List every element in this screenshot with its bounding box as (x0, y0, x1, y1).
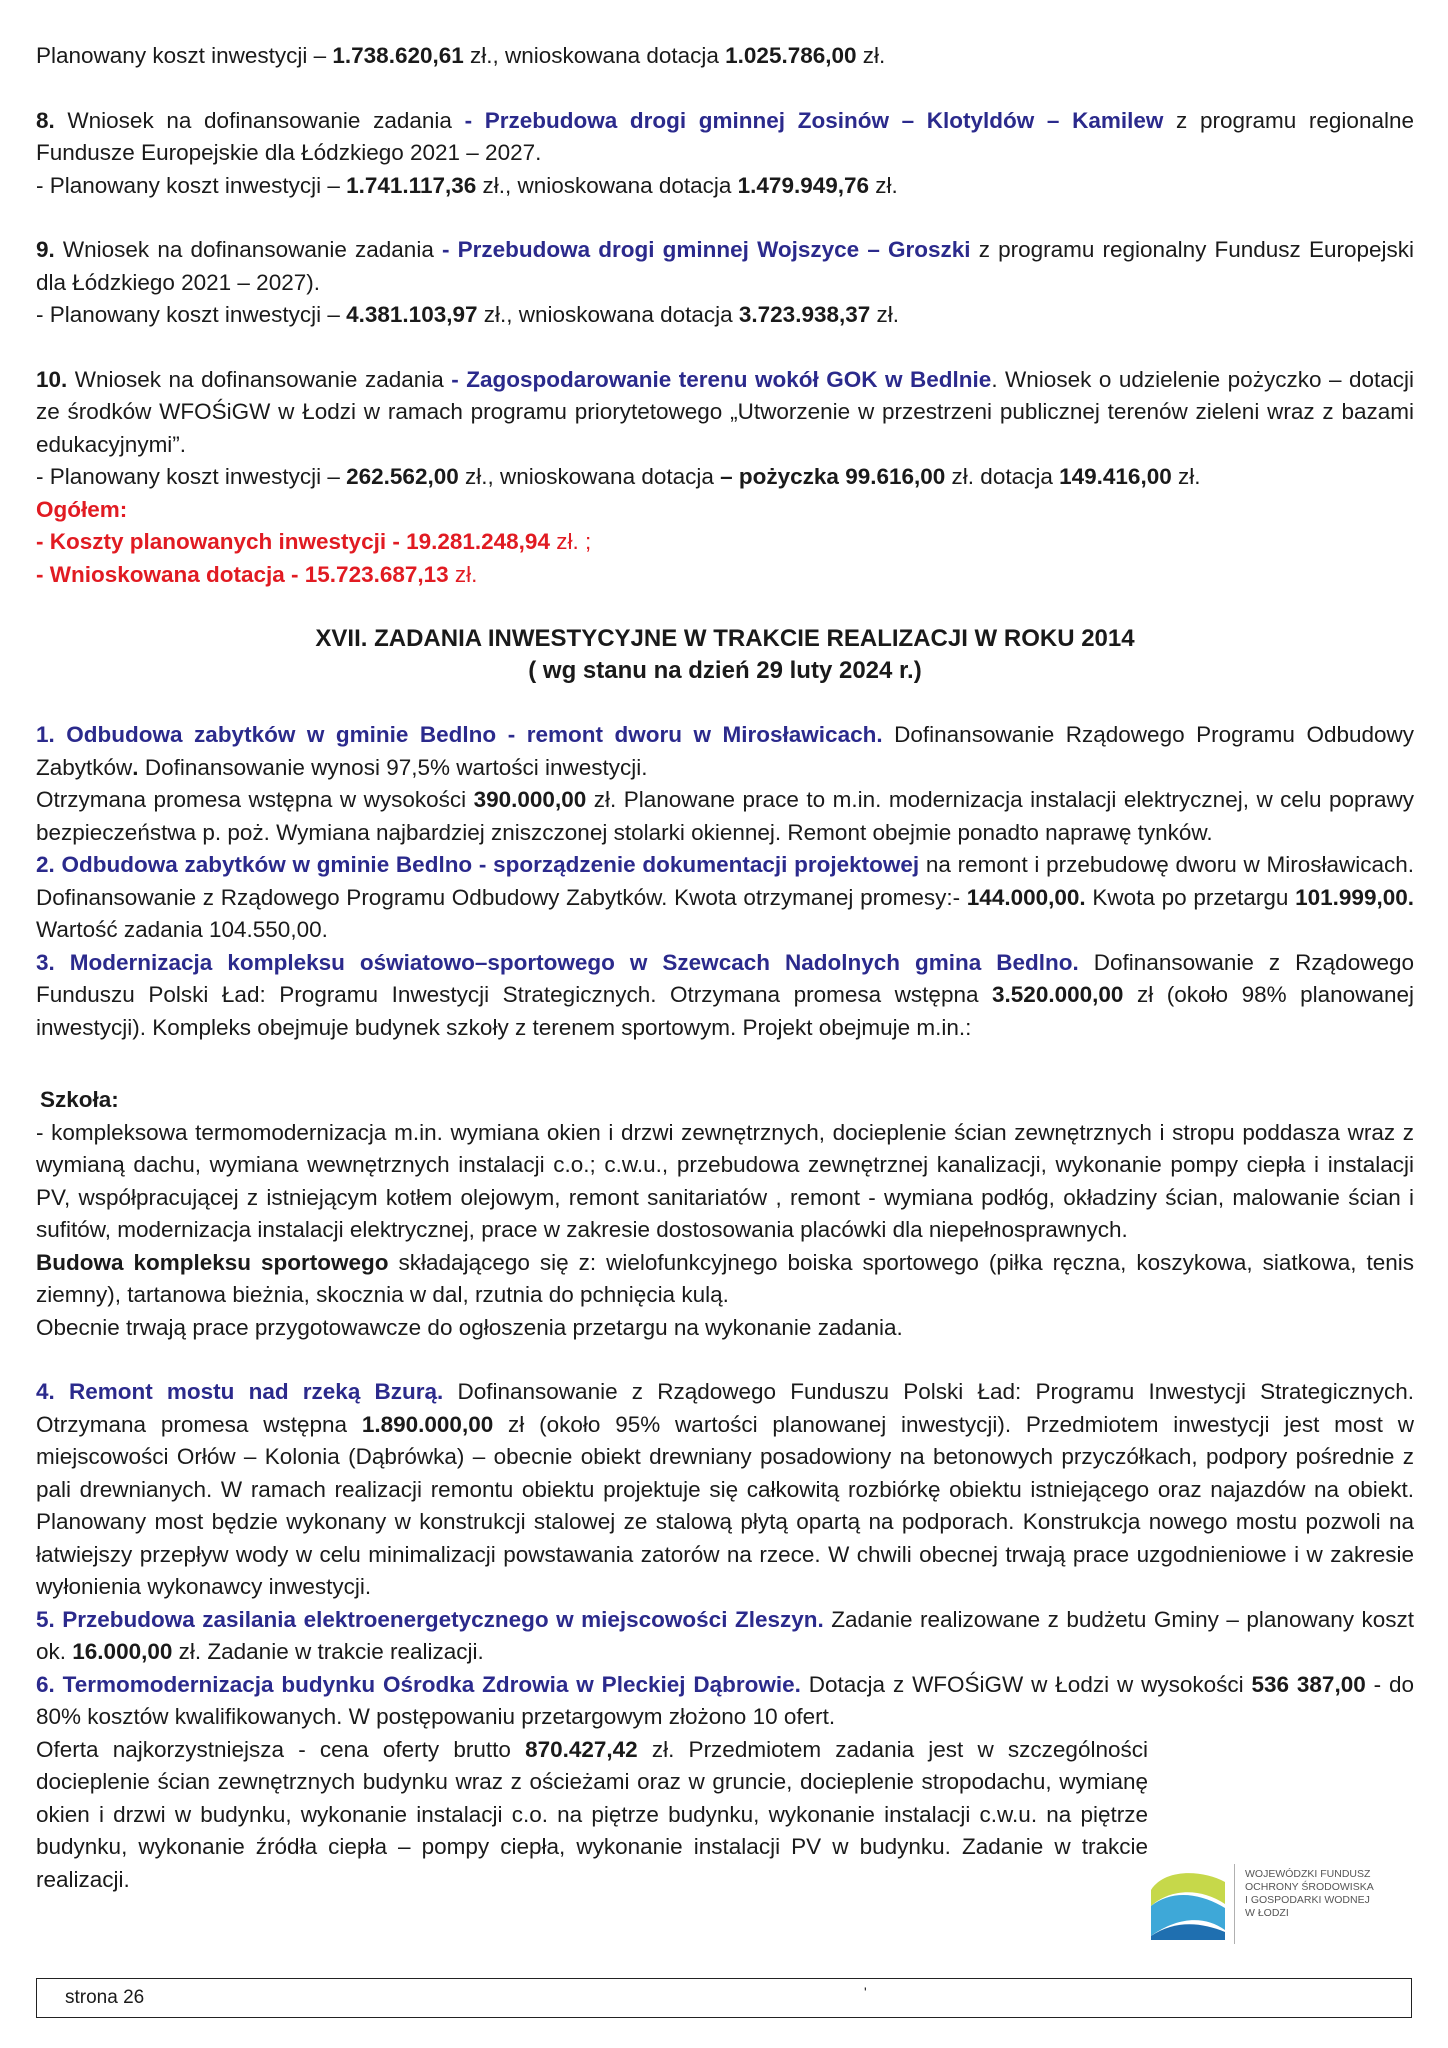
text: na remont i przebudowę dworu w Mirosławicach. Dofinansowanie z Rządowego Programu Odbudowy Zabytków. Kwota otrzymanej promesy:- (36, 852, 1414, 910)
text: Dofinansowanie z Rządowego Funduszu Polski Ład: Programu Inwestycji Strategicznych. Otrzymana promesa wstępna (36, 1379, 1414, 1437)
text: zł. dotacja (945, 464, 1060, 489)
task-1-details (36, 784, 1414, 849)
amount: – pożyczka 99.616,00 (720, 464, 946, 489)
text: Zadanie realizowane z budżetu Gminy – planowany koszt ok. (36, 1606, 1414, 1664)
task-title: 4. Remont mostu nad rzeką Bzurą. (36, 1379, 444, 1404)
text: Otrzymana promesa wstępna w wysokości (36, 787, 474, 812)
amount: 1.025.786,00 (725, 43, 857, 68)
text: zł., wnioskowana dotacja (476, 172, 738, 198)
text: z programu regionalne Fundusze Europejskie dla Łódzkiego 2021 – 2027. (36, 107, 1414, 165)
wfosigw-logo-mark-icon (1145, 1860, 1231, 1946)
footer-mark: ' (864, 1984, 867, 2000)
logo-divider (1234, 1864, 1235, 1944)
text: zł. (1171, 464, 1201, 489)
amount: 149.416,00 (1059, 464, 1172, 489)
task-title: 2. Odbudowa zabytków w gminie Bedlno - sporządzenie dokumentacji projektowej (36, 852, 920, 877)
text: Wartość zadania 104.550,00. (36, 917, 328, 942)
text: Planowany koszt inwestycji – (36, 43, 333, 68)
totals-costs (36, 526, 1414, 559)
amount: 3.723.938,37 (738, 302, 871, 327)
text: zł. Zadanie w trakcie realizacji. (172, 1639, 484, 1664)
text: zł. Planowane prace to m.in. modernizacja instalacji elektrycznej, w celu poprawy bezpieczeństwa p. poż. Wymiana najbardziej zniszczonej stolarki okiennej. Remont obejmie ponadto naprawę tynków. (36, 787, 1414, 845)
amount: 536 387,00 (1251, 1671, 1366, 1697)
text: - do 80% kosztów kwalifikowanych. W postępowaniu przetargowym złożono 10 ofert. (36, 1671, 1414, 1729)
amount: 390.000,00 (473, 787, 587, 812)
amount: 1.479.949,76 (737, 172, 870, 198)
task-4 (36, 1376, 1414, 1604)
text: Oferta najkorzystniejsza - cena oferty brutto (36, 1736, 526, 1762)
sports-complex (36, 1247, 1414, 1312)
text: zł., wnioskowana dotacja (477, 302, 739, 327)
amount: 144.000,00. (966, 884, 1086, 910)
item-title: - Przebudowa drogi gminnej Wojszyce – Groszki (441, 237, 971, 262)
text: zł., wnioskowana dotacja (458, 464, 721, 489)
text: zł. (856, 43, 886, 68)
previous-item-cost-line (36, 40, 1414, 73)
school-subheading: Szkoła: (40, 1087, 119, 1112)
item-number: 9. (36, 237, 55, 262)
amount: 101.999,00. (1295, 884, 1414, 910)
page-number: strona 26 (65, 1987, 145, 2008)
text: zł. (870, 302, 900, 327)
task-2 (36, 849, 1414, 947)
item-9-cost (36, 299, 1414, 332)
amount: 16.000,00 (72, 1639, 173, 1664)
item-10-cost (36, 461, 1414, 494)
task-title: 3. Modernizacja kompleksu oświatowo–sportowego w Szewcach Nadolnych gmina Bedlno. (36, 949, 1079, 975)
item-9 (36, 234, 1414, 299)
item-title: - Zagospodarowanie terenu wokół GOK w Bedlnie (451, 366, 992, 392)
text: zł. Przedmiotem zadania jest w szczególności docieplenie ścian zewnętrznych budynku wraz z ościeżami oraz w gruncie, docieplenie stropodachu, wymianę okien i drzwi w budynku, wykonanie instalacji c.o. na piętrze budynku, wykonanie instalacji c.w.u. na piętrze budynku, wykonanie źródła ciepła – pompy ciepła, wykonanie instalacji PV w budynku. Zadanie w trakcie realizacji. (36, 1736, 1148, 1892)
task-6 (36, 1669, 1414, 1734)
text: Kwota po przetargu (1085, 884, 1296, 910)
text: - Planowany koszt inwestycji – (36, 302, 347, 327)
totals-heading: Ogółem: (36, 496, 128, 522)
wfosigw-logo (1145, 1860, 1415, 1948)
amount: 262.562,00 (346, 464, 459, 489)
amount: 3.520.000,00 (992, 982, 1124, 1007)
document-page (36, 40, 1414, 1896)
text: zł. (448, 561, 478, 587)
text: zł (około 98% planowanej inwestycji). Kompleks obejmuje budynek szkoły z terenem sportowym. Projekt obejmuje m.in.: (36, 982, 1414, 1040)
amount: 870.427,42 (525, 1736, 638, 1762)
text: zł. ; (549, 529, 592, 554)
logo-line: OCHRONY ŚRODOWISKA (1245, 1881, 1374, 1893)
text: - Planowany koszt inwestycji – (36, 172, 347, 198)
item-number: 10. (36, 366, 68, 392)
text: zł (około 95% wartości planowanej inwestycji). Przedmiotem inwestycji jest most w miejscowości Orłów – Kolonia (Dąbrówka) – obecnie obiekt drewniany posadowiony na betonowych przyczółkach, podpory pośrednie z pali drewnianych. W ramach realizacji remontu obiektu projektuje się całkowitą rozbiórkę obiektu istniejącego oraz najazdów na obiekt. Planowany most będzie wykonany w konstrukcji stalowej ze stalową płytą opartą na podporach. Konstrukcja nowego mostu pozwoli na łatwiejszy przepływ wody w celu minimalizacji powstawania zatorów na rzece. W chwili obecnej trwają prace uzgodnieniowe i w zakresie wyłonienia wykonawcy inwestycji. (36, 1411, 1415, 1599)
text: zł., wnioskowana dotacja (463, 43, 726, 68)
amount: 4.381.103,97 (346, 302, 478, 327)
task-3 (36, 947, 1414, 1045)
item-number: 8. (36, 107, 55, 133)
text: z programu regionalny Fundusz Europejski dla Łódzkiego 2021 – 2027). (36, 237, 1414, 295)
task-5 (36, 1604, 1414, 1669)
text: składającego się z: wielofunkcyjnego boiska sportowego (piłka ręczna, koszykowa, siatkowa, tenis ziemny), tartanowa bieżnia, skocznia w dal, rzutnia do pchnięcia kulą. (36, 1249, 1414, 1307)
text: zł. (869, 172, 898, 198)
task-1 (36, 719, 1414, 784)
page-footer (36, 1978, 1412, 2018)
totals-subsidy (36, 559, 1414, 592)
text: . Wniosek o udzielenie pożyczko – dotacji ze środków WFOŚiGW w Łodzi w ramach programu priorytetowego „Utworzenie w przestrzeni publicznej terenów zieleni wraz z bazami edukacyjnymi”. (36, 366, 1415, 457)
bold-lead: Budowa kompleksu sportowego (36, 1249, 389, 1275)
text: Dofinansowanie z Rządowego Funduszu Polski Ład: Programu Inwestycji Strategicznych. Otrzymana promesa wstępna (36, 949, 1414, 1007)
section-heading: XVII. ZADANIA INWESTYCYJNE W TRAKCIE REALIZACJI W ROKU 2014 (315, 625, 1135, 652)
text: . (132, 754, 139, 780)
amount: 1.741.117,36 (346, 172, 477, 198)
text: Dofinansowanie wynosi 97,5% wartości inwestycji. (138, 754, 648, 780)
amount: 1.738.620,61 (332, 43, 464, 68)
total-amount: - Koszty planowanych inwestycji - 19.281.248,94 (36, 529, 550, 554)
item-title: - Przebudowa drogi gminnej Zosinów – Klotyldów – Kamilew (464, 107, 1164, 133)
section-subheading: ( wg stanu na dzień 29 luty 2024 r.) (528, 657, 922, 684)
task-3-status: Obecnie trwają prace przygotowawcze do ogłoszenia przetargu na wykonanie zadania. (36, 1314, 903, 1340)
task-title: 1. Odbudowa zabytków w gminie Bedlno - remont dworu w Mirosławicach. (36, 722, 883, 747)
task-6-details (36, 1734, 1148, 1897)
item-10 (36, 364, 1414, 462)
text: Dofinansowanie Rządowego Programu Odbudowy Zabytków (36, 722, 1415, 780)
text: Dotacja z WFOŚiGW w Łodzi w wysokości (800, 1671, 1252, 1697)
total-amount: - Wnioskowana dotacja - 15.723.687,13 (36, 561, 449, 587)
item-8 (36, 105, 1414, 170)
text: Wniosek na dofinansowanie zadania (54, 107, 465, 133)
text: Wniosek na dofinansowanie zadania (54, 237, 442, 262)
amount: 1.890.000,00 (361, 1411, 494, 1437)
school-scope: - kompleksowa termomodernizacja m.in. wymiana okien i drzwi zewnętrznych, docieplenie ścian zewnętrznych i stropu poddasza wraz z wymianą dachu, wymiana wewnętrznych instalacji c.o.; c.w.u., przebudowa zewnętrznej kanalizacji, wykonanie pompy ciepła i instalacji PV, współpracującej z istniejącym kotłem olejowym, remont sanitariatów , remont - wymiana podłóg, okładziny ścian, malowanie ścian i sufitów, modernizacja instalacji elektrycznej, prace w zakresie dostosowania placówki dla niepełnosprawnych. (36, 1119, 1414, 1242)
logo-text (1245, 1868, 1415, 1920)
text: Wniosek na dofinansowanie zadania (67, 366, 452, 392)
logo-line: WOJEWÓDZKI FUNDUSZ (1245, 1868, 1371, 1880)
logo-line: I GOSPODARKI WODNEJ (1245, 1894, 1370, 1906)
task-title: 6. Termomodernizacja budynku Ośrodka Zdrowia w Pleckiej Dąbrowie. (36, 1671, 801, 1697)
logo-line: W ŁODZI (1245, 1907, 1289, 1919)
task-title: 5. Przebudowa zasilania elektroenergetycznego w miejscowości Zleszyn. (36, 1606, 824, 1632)
item-8-cost (36, 170, 1414, 203)
text: - Planowany koszt inwestycji – (36, 464, 347, 489)
